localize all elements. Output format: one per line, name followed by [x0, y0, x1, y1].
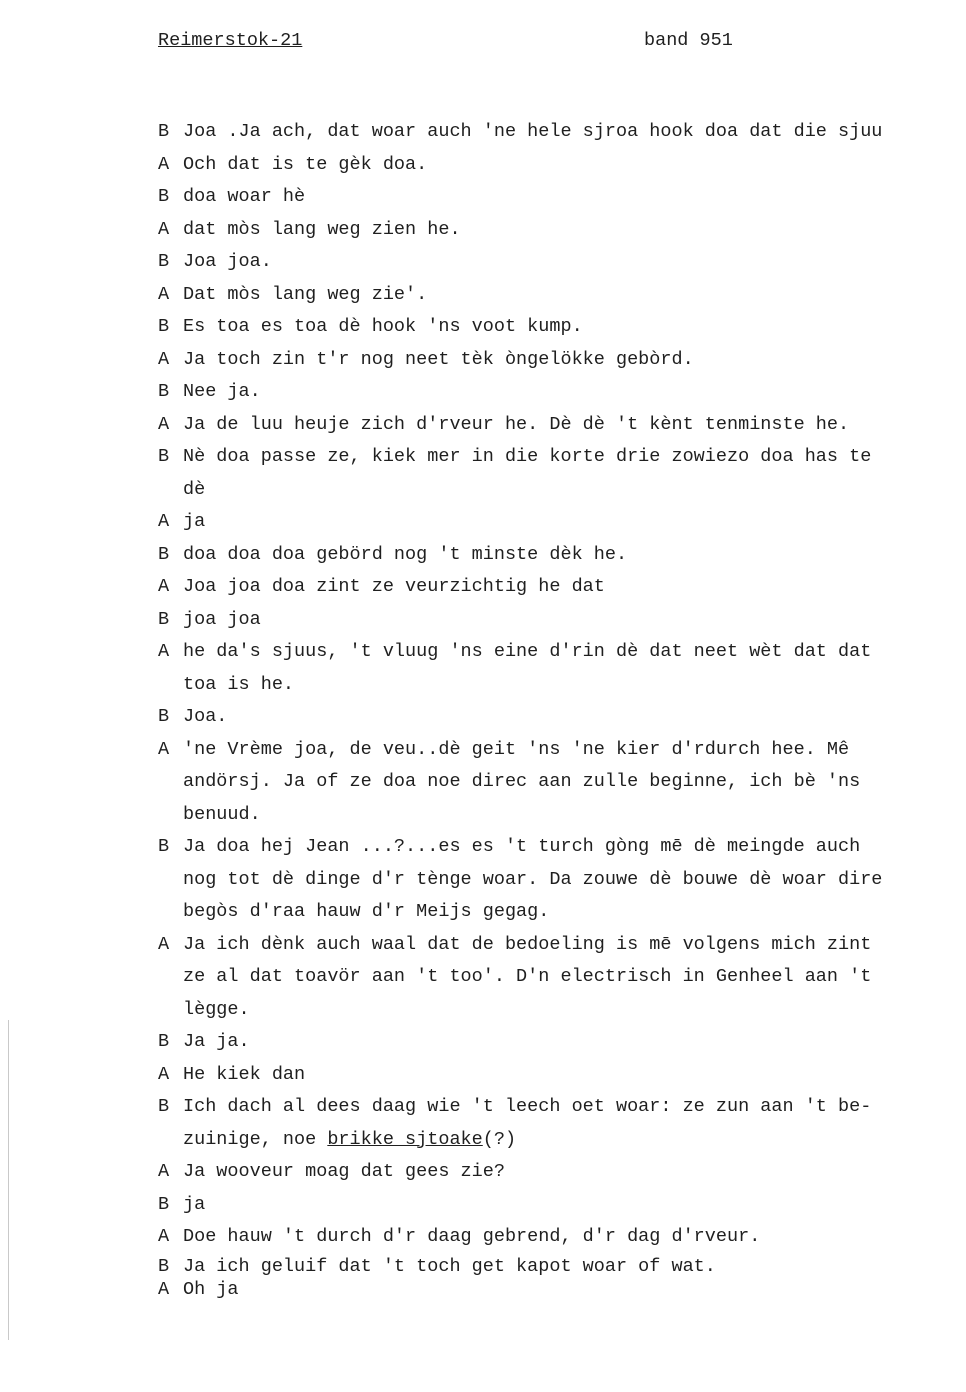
speaker-label: B [158, 446, 170, 467]
utterance-text-part: Ich dach al dees daag wie 't leech oet woar: ze zun aan 't be- zuinige, noe [183, 1096, 872, 1150]
utterance-text: Es toa es toa dè hook 'ns voot kump. [183, 316, 583, 337]
speaker-label: B [158, 836, 170, 857]
dialogue-turn [158, 441, 966, 506]
speaker-label: A [158, 641, 170, 662]
speaker-label: A [158, 153, 170, 175]
utterance-text: Joa joa doa zint ze veurzichtig he dat [183, 576, 605, 597]
utterance-text: Joa joa. [183, 251, 272, 272]
utterance-text: Ja wooveur moag dat gees zie? [183, 1161, 505, 1182]
utterance-text: Nee ja. [183, 381, 261, 402]
speaker-label: A [158, 1161, 170, 1182]
underlined-phrase: brikke sjtoake [327, 1128, 483, 1150]
utterance-text: doa doa doa gebörd nog 't minste dèk he. [183, 543, 628, 565]
document-reference: Reimerstok-21 [158, 30, 303, 51]
utterance-text [183, 1091, 966, 1156]
dialogue-turn [158, 1256, 966, 1277]
speaker-label: A [158, 283, 170, 305]
dialogue-turn [158, 1189, 966, 1222]
dialogue-turn [158, 311, 966, 344]
dialogue-turn [158, 1221, 966, 1254]
dialogue-turn [158, 149, 966, 182]
dialogue-turn [158, 181, 966, 214]
utterance-text: Oh ja [183, 1278, 239, 1300]
uncertain-mark: (?) [482, 1128, 517, 1150]
speaker-label: B [158, 706, 170, 727]
utterance-text: He kiek dan [183, 1063, 306, 1085]
speaker-label: B [158, 186, 170, 207]
utterance-text: Doe hauw 't durch d'r daag gebrend, d'r dag d'rveur. [183, 1226, 761, 1247]
dialogue-turn [158, 1059, 966, 1092]
speaker-label: B [158, 251, 170, 272]
speaker-label: A [158, 576, 170, 597]
speaker-label: B [158, 1031, 170, 1052]
utterance-text: ja [183, 511, 206, 532]
utterance-text: dat mòs lang weg zien he. [183, 218, 461, 240]
dialogue-turn [158, 571, 966, 604]
dialogue-turn [158, 539, 966, 572]
dialogue-turn [158, 344, 966, 377]
utterance-text: ja [183, 1193, 206, 1215]
utterance-text: Ja toch zin t'r nog neet tèk òngelökke gebòrd. [183, 348, 694, 370]
utterance-text: joa joa [183, 608, 261, 630]
utterance-text: Dat mòs lang weg zie'. [183, 283, 428, 305]
utterance-text: Ja ich dènk auch waal dat de bedoeling is mē volgens mich zint ze al dat toavör aan 't too'. D'n electrisch in Genheel aan 't lègge. [183, 933, 872, 1020]
utterance-text: 'ne Vrème joa, de veu..dè geit 'ns 'ne kier d'rdurch hee. Mê andörsj. Ja of ze doa noe direc aan zulle beginne, ich bè 'ns benuud. [183, 738, 861, 825]
utterance-text: Nè doa passe ze, kiek mer in die korte drie zowiezo doa has te dè [183, 446, 872, 500]
transcript [158, 116, 966, 1300]
speaker-label: A [158, 348, 170, 370]
dialogue-turn [158, 246, 966, 279]
dialogue-turn [158, 376, 966, 409]
page-header [158, 30, 966, 64]
speaker-label: A [158, 1278, 170, 1300]
speaker-label: B [158, 1096, 170, 1117]
utterance-text: he da's sjuus, 't vluug 'ns eine d'rin dè dat neet wèt dat dat toa is he. [183, 641, 872, 695]
dialogue-turn [158, 831, 966, 929]
speaker-label: B [158, 543, 170, 565]
speaker-label: A [158, 413, 170, 435]
speaker-label: A [158, 511, 170, 532]
dialogue-turn [158, 1279, 966, 1300]
dialogue-turn [158, 116, 966, 149]
speaker-label: A [158, 933, 170, 955]
dialogue-turn [158, 701, 966, 734]
dialogue-turn [158, 636, 966, 701]
speaker-label: B [158, 316, 170, 337]
speaker-label: B [158, 608, 170, 630]
dialogue-turn [158, 214, 966, 247]
dialogue-turn [158, 409, 966, 442]
utterance-text: Och dat is te gèk doa. [183, 153, 428, 175]
utterance-text: Ja ich geluif dat 't toch get kapot woar of wat. [183, 1255, 716, 1277]
dialogue-turn [158, 604, 966, 637]
utterance-text: doa woar hè [183, 186, 306, 207]
dialogue-turn [158, 1026, 966, 1059]
speaker-label: A [158, 1226, 170, 1247]
dialogue-turn [158, 279, 966, 312]
dialogue-turn [158, 734, 966, 832]
speaker-label: A [158, 218, 170, 240]
dialogue-turn [158, 1091, 966, 1156]
utterance-text: Ja doa hej Jean ...?...es es 't turch gòng mē dè meingde auch nog tot dè dinge d'r tènge woar. Da zouwe dè bouwe dè woar dire begòs d'raa hauw d'r Meijs gegag. [183, 836, 883, 922]
dialogue-turn [158, 506, 966, 539]
margin-line [8, 1020, 9, 1340]
speaker-label: B [158, 121, 170, 142]
speaker-label: B [158, 381, 170, 402]
utterance-text: Joa .Ja ach, dat woar auch 'ne hele sjroa hook doa dat die sjuu [183, 121, 883, 142]
speaker-label: B [158, 1193, 170, 1215]
tape-number: band 951 [644, 30, 733, 51]
dialogue-turn [158, 1156, 966, 1189]
speaker-label: A [158, 738, 170, 760]
utterance-text: Joa. [183, 706, 228, 727]
speaker-label: A [158, 1063, 170, 1085]
utterance-text: Ja de luu heuje zich d'rveur he. Dè dè 't kènt tenminste he. [183, 413, 850, 435]
utterance-text: Ja ja. [183, 1031, 250, 1052]
speaker-label: B [158, 1255, 170, 1277]
dialogue-turn [158, 929, 966, 1027]
